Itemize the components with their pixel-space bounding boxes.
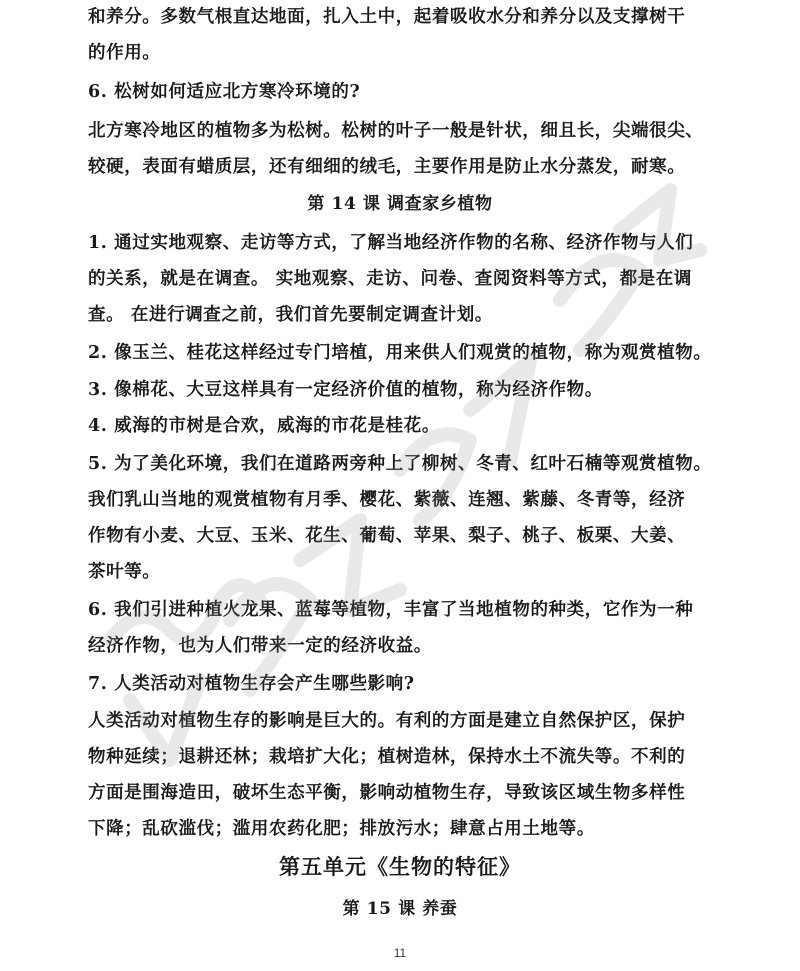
text-line-11: 3. 像棉花、大豆这样具有一定经济价值的植物，称为经济作物。	[88, 380, 603, 400]
text-line-17: 6. 我们引进种植火龙果、蓝莓等植物，丰富了当地植物的种类，它作为一种	[88, 600, 694, 620]
text-line-14: 我们乳山当地的观赏植物有月季、樱花、紫薇、连翘、紫藤、冬青等，经济	[88, 490, 686, 510]
text-line-9: 查。 在进行调查之前，我们首先要制定调查计划。	[88, 305, 493, 325]
text-line-21: 物种延续；退耕还林；栽培扩大化；植树造林，保持水土不流失等。不利的	[88, 747, 686, 767]
text-line-18: 经济作物，也为人们带来一定的经济收益。	[88, 636, 432, 656]
watermark-stroke-6	[470, 360, 530, 460]
text-line-13: 5. 为了美化环境，我们在道路两旁种上了柳树、冬青、红叶石楠等观赏植物。	[88, 454, 712, 474]
text-line-2: 的作用。	[88, 43, 161, 63]
unit-5-title: 第五单元《生物的特征》	[279, 855, 521, 879]
question-6-heading: 6. 松树如何适应北方寒冷环境的?	[88, 82, 361, 102]
text-line-15: 作物有小麦、大豆、玉米、花生、葡萄、苹果、梨子、桃子、板栗、大姜、	[88, 526, 686, 546]
text-line-23: 下降；乱砍滥伐；滥用农药化肥；排放污水；肆意占用土地等。	[88, 819, 595, 839]
text-line-22: 方面是围海造田，破坏生态平衡，影响动植物生存，导致该区域生物多样性	[88, 783, 686, 803]
text-line-5: 较硬，表面有蜡质层，还有细细的绒毛，主要作用是防止水分蒸发，耐寒。	[88, 157, 686, 177]
text-line-8: 的关系，就是在调查。 实地观察、走访、问卷、查阅资料等方式，都是在调	[88, 269, 692, 289]
text-line-1: 和养分。多数气根直达地面，扎入土中，起着吸收水分和养分以及支撑树干	[88, 7, 686, 27]
text-line-20: 人类活动对植物生存的影响是巨大的。有利的方面是建立自然保护区，保护	[88, 711, 686, 731]
question-7-heading: 7. 人类活动对植物生存会产生哪些影响?	[88, 674, 415, 694]
lesson-14-title: 第 14 课 调查家乡植物	[307, 194, 493, 214]
text-line-10: 2. 像玉兰、桂花这样经过专门培植，用来供人们观赏的植物，称为观赏植物。	[88, 343, 712, 363]
text-line-12: 4. 威海的市树是合欢，威海的市花是桂花。	[88, 416, 440, 436]
text-line-7: 1. 通过实地观察、走访等方式，了解当地经济作物的名称、经济作物与人们	[88, 233, 694, 253]
text-line-4: 北方寒冷地区的植物多为松树。松树的叶子一般是针状，细且长，尖端很尖、	[88, 121, 704, 141]
text-line-16: 茶叶等。	[88, 562, 161, 582]
lesson-15-title: 第 15 课 养蚕	[342, 899, 458, 919]
page-number: 11	[393, 946, 407, 960]
